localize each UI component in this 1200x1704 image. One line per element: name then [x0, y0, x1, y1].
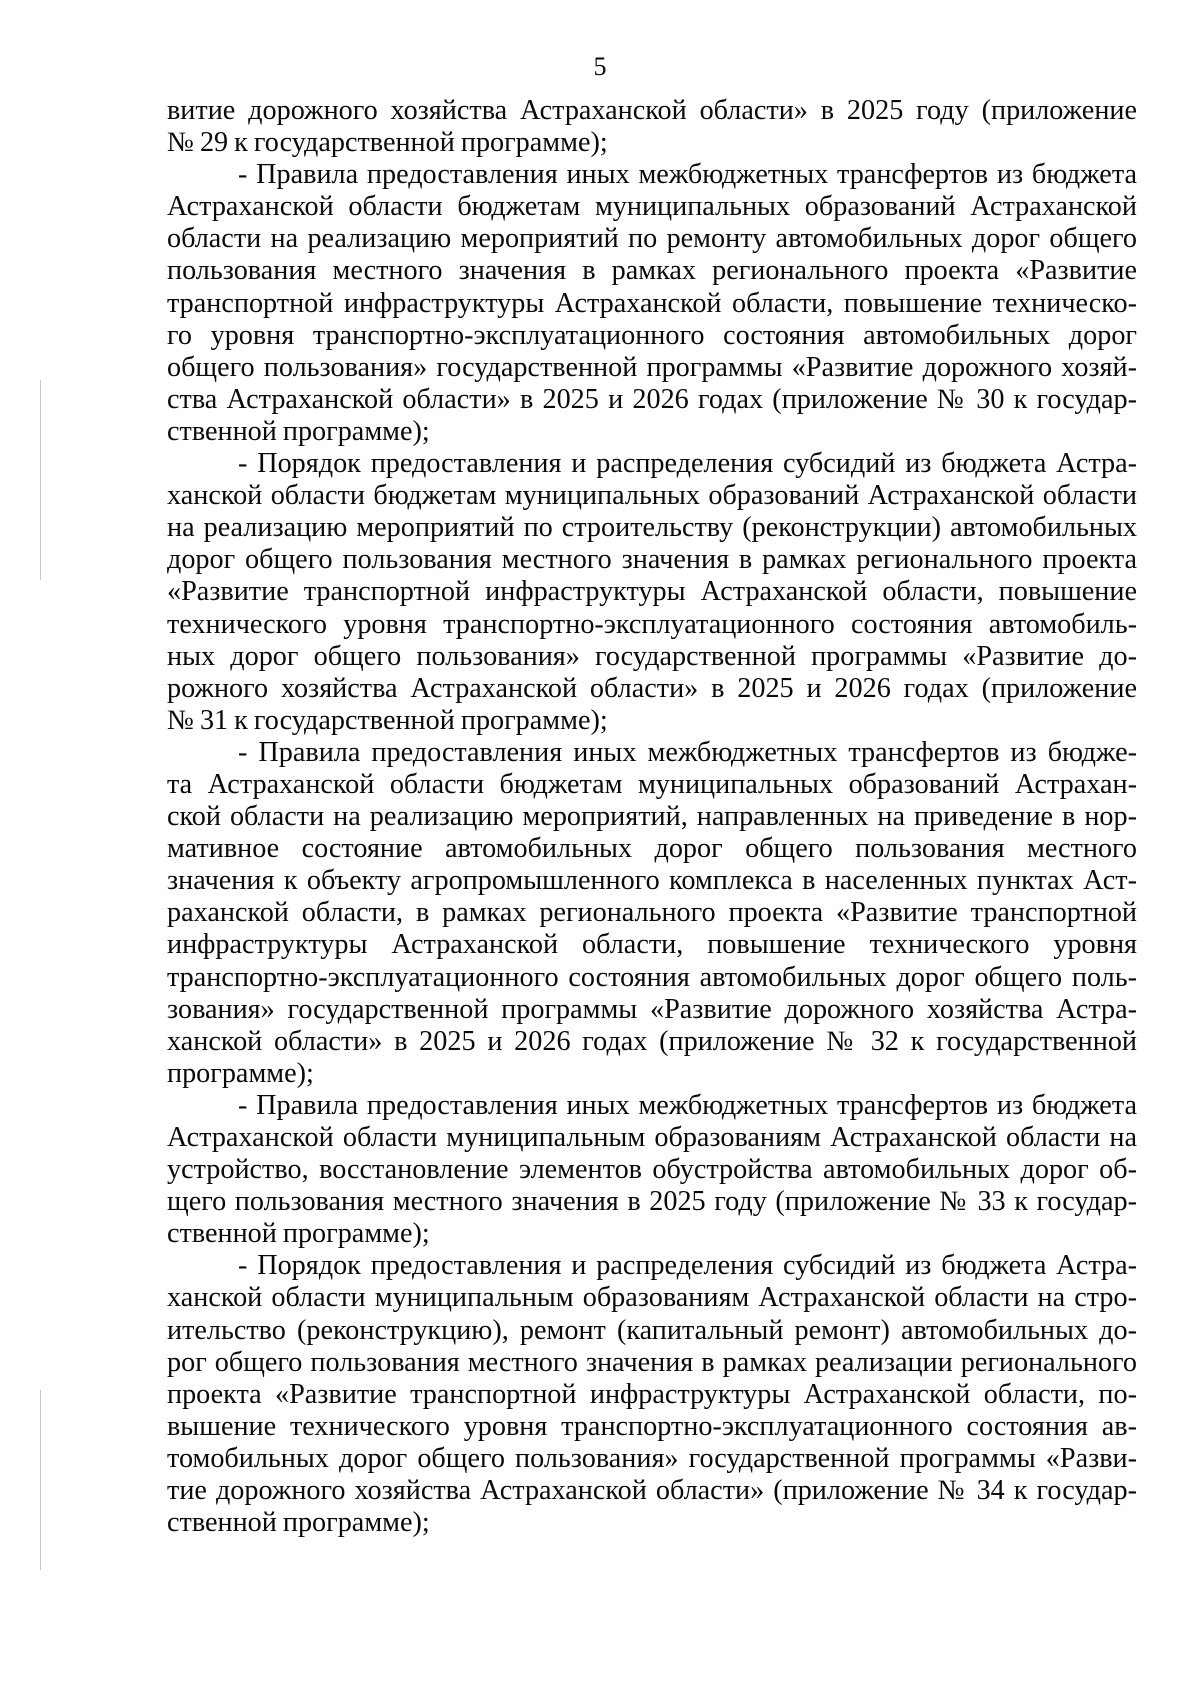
- text-line: раханской области, в рамках регионального проекта «Развитие транспортной: [167, 897, 1137, 929]
- text-line: устройство, восстановление элементов обустройства автомобильных дорог об-: [167, 1154, 1137, 1186]
- text-line: транспортной инфраструктуры Астраханской области, повышение техническо-: [167, 287, 1137, 319]
- text-line: Астраханской области муниципальным образованиям Астраханской области на: [167, 1122, 1137, 1153]
- text-line: ханской области муниципальным образованиям Астраханской области на стро-: [167, 1282, 1137, 1314]
- text-line: мативное состояние автомобильных дорог общего пользования местного: [167, 833, 1137, 865]
- text-line: инфраструктуры Астраханской области, повышение технического уровня: [167, 929, 1137, 961]
- text-line: - Порядок предоставления и распределения субсидий из бюджета Астра-: [238, 448, 1137, 480]
- page-number: 5: [593, 52, 607, 81]
- text-line: - Правила предоставления иных межбюджетных трансфертов из бюджета: [238, 159, 1137, 191]
- scan-artifact-line-bottom: [40, 1390, 41, 1570]
- text-line: томобильных дорог общего пользования» государственной программы «Разви-: [167, 1442, 1137, 1474]
- paragraph: [167, 1250, 1137, 1539]
- paragraph: [167, 159, 1137, 448]
- text-line: пользования местного значения в рамках регионального проекта «Развитие: [167, 255, 1137, 287]
- text-line: ской области на реализацию мероприятий, направленных на приведение в нор-: [167, 801, 1137, 833]
- text-line: го уровня транспортно-эксплуатационного состояния автомобильных дорог: [167, 319, 1137, 351]
- text-line: рог общего пользования местного значения в рамках реализации регионального: [167, 1346, 1137, 1378]
- text-line: - Правила предоставления иных межбюджетных трансфертов из бюдже-: [238, 736, 1137, 768]
- text-line: технического уровня транспортно-эксплуатационного состояния автомобиль-: [167, 608, 1137, 640]
- text-line: области на реализацию мероприятий по ремонту автомобильных дорог общего: [167, 223, 1137, 255]
- text-line: ственной программе);: [167, 1507, 430, 1539]
- text-line: № 31 к государственной программе);: [167, 704, 608, 736]
- text-line: ительство (реконструкцию), ремонт (капитальный ремонт) автомобильных до-: [167, 1314, 1137, 1346]
- text-line: витие дорожного хозяйства Астраханской области» в 2025 году (приложение: [167, 95, 1137, 126]
- text-line: рожного хозяйства Астраханской области» в 2025 и 2026 годах (приложение: [167, 672, 1137, 704]
- paragraph: [167, 1090, 1137, 1250]
- text-line: ных дорог общего пользования» государственной программы «Развитие до-: [167, 640, 1137, 672]
- scan-artifact-line-top: [40, 380, 41, 580]
- document-body: [167, 95, 1137, 1539]
- text-line: ства Астраханской области» в 2025 и 2026 годах (приложение № 30 к государ-: [167, 383, 1137, 415]
- text-line: дорог общего пользования местного значения в рамках регионального проекта: [167, 544, 1137, 576]
- text-line: Астраханской области бюджетам муниципальных образований Астраханской: [167, 191, 1137, 223]
- text-line: ханской области бюджетам муниципальных образований Астраханской области: [167, 480, 1137, 512]
- text-line: значения к объекту агропромышленного комплекса в населенных пунктах Аст-: [167, 865, 1137, 897]
- text-line: щего пользования местного значения в 2025 году (приложение № 33 к государ-: [167, 1186, 1137, 1218]
- text-line: зования» государственной программы «Развитие дорожного хозяйства Астра-: [167, 993, 1137, 1025]
- text-line: ственной программе);: [167, 415, 430, 447]
- text-line: проекта «Развитие транспортной инфраструктуры Астраханской области, по-: [167, 1378, 1137, 1410]
- text-line: транспортно-эксплуатационного состояния автомобильных дорог общего поль-: [167, 961, 1137, 993]
- text-line: тие дорожного хозяйства Астраханской области» (приложение № 34 к государ-: [167, 1475, 1137, 1507]
- text-line: та Астраханской области бюджетам муниципальных образований Астрахан-: [167, 768, 1137, 800]
- text-line: на реализацию мероприятий по строительству (реконструкции) автомобильных: [167, 512, 1137, 544]
- text-line: ханской области» в 2025 и 2026 годах (приложение № 32 к государственной: [167, 1025, 1137, 1057]
- text-line: «Развитие транспортной инфраструктуры Астраханской области, повышение: [167, 576, 1137, 608]
- text-line: вышение технического уровня транспортно-эксплуатационного состояния ав-: [167, 1410, 1137, 1442]
- text-line: общего пользования» государственной программы «Развитие дорожного хозяй-: [167, 351, 1137, 383]
- paragraph: [167, 737, 1137, 1090]
- text-line: № 29 к государственной программе);: [167, 127, 608, 159]
- text-line: - Правила предоставления иных межбюджетных трансфертов из бюджета: [238, 1089, 1137, 1121]
- text-line: ственной программе);: [167, 1218, 430, 1250]
- text-line: программе);: [167, 1057, 314, 1089]
- paragraph: [167, 95, 1137, 159]
- paragraph: [167, 448, 1137, 737]
- text-line: - Порядок предоставления и распределения субсидий из бюджета Астра-: [238, 1250, 1137, 1282]
